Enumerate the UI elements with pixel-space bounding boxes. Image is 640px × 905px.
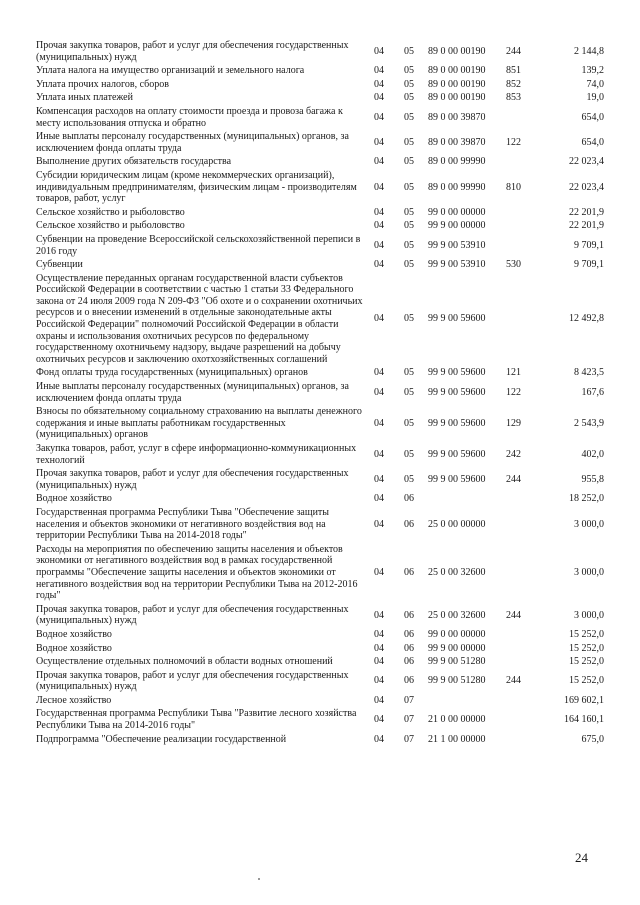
row-subsection: 05 <box>404 220 414 232</box>
row-name: Уплата иных платежей <box>36 92 133 104</box>
row-amount: 167,6 <box>581 386 604 398</box>
row-target-article: 89 0 00 00190 <box>428 78 486 90</box>
row-name: Субсидии юридическим лицам (кроме некоммерческих организаций), индивидуальным предпринимателям, физическим лицам - производителям товаров, работ, услуг <box>36 169 357 205</box>
row-subsection: 05 <box>404 313 414 325</box>
row-section: 04 <box>374 566 384 578</box>
row-name: Сельское хозяйство и рыболовство <box>36 206 185 218</box>
table-row <box>36 207 604 221</box>
row-amount: 12 492,8 <box>569 313 604 325</box>
table-row <box>36 544 604 604</box>
row-subsection: 05 <box>404 65 414 77</box>
row-section: 04 <box>374 92 384 104</box>
row-amount: 3 000,0 <box>574 518 604 530</box>
row-target-article: 99 9 00 00000 <box>428 642 486 654</box>
row-target-article: 25 0 00 32600 <box>428 609 486 621</box>
row-target-article: 89 0 00 00190 <box>428 45 486 57</box>
row-expense-type: 244 <box>506 45 521 57</box>
row-target-article: 89 0 00 39870 <box>428 111 486 123</box>
table-row <box>36 629 604 643</box>
row-name: Водное хозяйство <box>36 493 112 505</box>
table-row <box>36 468 604 493</box>
row-target-article: 99 9 00 51280 <box>428 656 486 668</box>
row-target-article: 89 0 00 99990 <box>428 181 486 193</box>
row-section: 04 <box>374 181 384 193</box>
row-name: Закупка товаров, работ, услуг в сфере информационно-коммуникационных технологий <box>36 443 357 466</box>
row-section: 04 <box>374 694 384 706</box>
row-target-article: 99 9 00 59600 <box>428 417 486 429</box>
row-subsection: 05 <box>404 473 414 485</box>
row-section: 04 <box>374 45 384 57</box>
row-section: 04 <box>374 417 384 429</box>
table-row <box>36 170 604 207</box>
row-subsection: 05 <box>404 78 414 90</box>
table-row <box>36 92 604 106</box>
row-section: 04 <box>374 239 384 251</box>
row-name: Прочая закупка товаров, работ и услуг для обеспечения государственных (муниципальных) нужд <box>36 669 349 693</box>
row-expense-type <box>502 507 546 544</box>
row-section: 04 <box>374 656 384 668</box>
row-target-article: 25 0 00 32600 <box>428 566 486 578</box>
row-amount: 3 000,0 <box>574 609 604 621</box>
row-name: Взносы по обязательному социальному страхованию на выплаты денежного содержания и иные выплаты работникам государственных (муниципальных) органов <box>36 406 362 441</box>
table-row <box>36 234 604 259</box>
row-expense-type <box>502 544 546 604</box>
page-number: 24 <box>575 850 588 865</box>
row-target-article <box>424 493 502 507</box>
row-section: 04 <box>374 714 384 726</box>
row-name: Прочая закупка товаров, работ и услуг для обеспечения государственных (муниципальных) нужд <box>36 468 349 491</box>
row-amount: 164 160,1 <box>564 714 604 726</box>
row-amount: 654,0 <box>581 111 604 123</box>
row-section: 04 <box>374 473 384 485</box>
row-name: Иные выплаты персоналу государственных (муниципальных) органов, за исключением фонда оплаты труда <box>36 381 349 404</box>
row-subsection: 05 <box>404 239 414 251</box>
row-amount: 22 023,4 <box>569 156 604 168</box>
row-amount: 675,0 <box>581 733 604 745</box>
row-section: 04 <box>374 733 384 745</box>
row-amount: 955,8 <box>581 473 604 485</box>
row-subsection: 05 <box>404 45 414 57</box>
row-section: 04 <box>374 367 384 379</box>
row-target-article: 99 9 00 53910 <box>428 259 486 271</box>
row-name: Водное хозяйство <box>36 642 112 654</box>
table-row <box>36 708 604 733</box>
table-row <box>36 443 604 468</box>
row-section: 04 <box>374 78 384 90</box>
row-amount: 15 252,0 <box>569 656 604 668</box>
row-amount: 139,2 <box>581 65 604 77</box>
row-target-article: 99 9 00 51280 <box>428 675 486 687</box>
row-expense-type <box>502 220 546 234</box>
row-subsection: 06 <box>404 656 414 668</box>
row-expense-type <box>502 708 546 733</box>
row-name: Лесное хозяйство <box>36 694 112 706</box>
row-target-article: 89 0 00 00190 <box>428 65 486 77</box>
row-expense-type <box>502 273 546 368</box>
row-amount: 15 252,0 <box>569 675 604 687</box>
row-target-article: 89 0 00 39870 <box>428 136 486 148</box>
row-amount: 18 252,0 <box>569 493 604 505</box>
row-target-article: 99 9 00 59600 <box>428 473 486 485</box>
row-expense-type: 530 <box>506 259 521 271</box>
row-expense-type <box>502 106 546 131</box>
row-expense-type: 242 <box>506 448 521 460</box>
row-name: Субвенции <box>36 259 83 271</box>
row-name: Иные выплаты персоналу государственных (муниципальных) органов, за исключением фонда оплаты труда <box>36 131 349 154</box>
row-section: 04 <box>374 136 384 148</box>
row-amount: 8 423,5 <box>574 367 604 379</box>
row-subsection: 06 <box>404 566 414 578</box>
table-row <box>36 507 604 544</box>
table-row <box>36 604 604 629</box>
row-expense-type: 122 <box>506 136 521 148</box>
row-expense-type: 852 <box>506 78 521 90</box>
row-section: 04 <box>374 220 384 232</box>
row-subsection: 07 <box>404 694 414 706</box>
row-subsection: 07 <box>404 733 414 745</box>
table-row <box>36 131 604 156</box>
row-section: 04 <box>374 156 384 168</box>
row-expense-type <box>502 207 546 221</box>
row-section: 04 <box>374 206 384 218</box>
row-subsection: 06 <box>404 609 414 621</box>
row-name: Прочая закупка товаров, работ и услуг для обеспечения государственных (муниципальных) нужд <box>36 40 349 63</box>
row-expense-type <box>502 629 546 643</box>
row-subsection: 05 <box>404 386 414 398</box>
row-amount: 654,0 <box>581 136 604 148</box>
row-name: Компенсация расходов на оплату стоимости проезда и провоза багажа к месту использования отпуска и обратно <box>36 105 343 129</box>
row-name: Фонд оплаты труда государственных (муниципальных) органов <box>36 367 308 379</box>
row-subsection: 05 <box>404 417 414 429</box>
row-name: Водное хозяйство <box>36 628 112 640</box>
row-target-article: 99 9 00 00000 <box>428 220 486 232</box>
row-name: Расходы на мероприятия по обеспечению защиты населения и объектов экономики от негативного воздействия вод в рамках государственной программы "Обеспечение защиты населения и объектов экономики от негативного воздействия вод на территории Республики Тыва на 2012-2016 годы" <box>36 543 358 602</box>
row-subsection: 06 <box>404 628 414 640</box>
row-name: Уплата налога на имущество организаций и земельного налога <box>36 65 305 77</box>
scan-artifact <box>258 878 260 880</box>
row-target-article: 99 9 00 59600 <box>428 448 486 460</box>
row-name: Субвенции на проведение Всероссийской сельскохозяйственной переписи в 2016 году <box>36 233 361 257</box>
row-subsection: 06 <box>404 642 414 654</box>
table-row <box>36 259 604 273</box>
row-amount: 3 000,0 <box>574 566 604 578</box>
row-amount: 15 252,0 <box>569 628 604 640</box>
row-section: 04 <box>374 386 384 398</box>
row-section: 04 <box>374 448 384 460</box>
table-row <box>36 381 604 406</box>
row-expense-type: 810 <box>506 181 521 193</box>
row-name: Осуществление переданных органам государственной власти субъектов Российской Федерации в соответствии с частью 1 статьи 33 Федерального закона от 24 июля 2009 года N 209-ФЗ "Об охоте и о сохранении охотничьих ресурсов и о внесении изменений в отдельные законодательные акты Российской Федерации" полномочий Российской Федерации в области охраны и использования охотничьих ресурсов по федеральному государственному охотничьему надзору, выдаче разрешений на добычу охотничьих ресурсов и заключению охотхозяйственных соглашений <box>36 272 363 365</box>
table-row <box>36 643 604 657</box>
row-amount: 22 023,4 <box>569 181 604 193</box>
table-row <box>36 40 604 65</box>
row-subsection: 05 <box>404 367 414 379</box>
row-subsection: 05 <box>404 111 414 123</box>
row-name: Уплата прочих налогов, сборов <box>36 78 169 90</box>
row-expense-type: 853 <box>506 92 521 104</box>
row-subsection: 05 <box>404 259 414 271</box>
row-subsection: 06 <box>404 493 414 505</box>
row-section: 04 <box>374 628 384 640</box>
row-amount: 22 201,9 <box>569 206 604 218</box>
row-section: 04 <box>374 111 384 123</box>
row-target-article: 99 0 00 00000 <box>428 206 486 218</box>
row-section: 04 <box>374 642 384 654</box>
row-name: Подпрограмма "Обеспечение реализации государственной <box>36 733 287 745</box>
table-row <box>36 656 604 670</box>
row-subsection: 06 <box>404 675 414 687</box>
row-amount: 2 144,8 <box>574 45 604 57</box>
table-row <box>36 79 604 93</box>
row-amount: 22 201,9 <box>569 220 604 232</box>
row-expense-type <box>502 493 546 507</box>
row-amount: 19,0 <box>586 92 604 104</box>
row-subsection: 05 <box>404 136 414 148</box>
row-expense-type <box>502 734 546 748</box>
table-row <box>36 106 604 131</box>
row-target-article: 99 9 00 59600 <box>428 386 486 398</box>
row-amount: 15 252,0 <box>569 642 604 654</box>
row-name: Выполнение других обязательств государства <box>36 156 232 168</box>
budget-rows <box>36 40 604 747</box>
row-section: 04 <box>374 493 384 505</box>
row-amount: 402,0 <box>581 448 604 460</box>
row-expense-type <box>502 234 546 259</box>
row-subsection: 05 <box>404 181 414 193</box>
row-expense-type: 121 <box>506 367 521 379</box>
row-target-article: 99 9 00 53910 <box>428 239 486 251</box>
row-section: 04 <box>374 609 384 621</box>
row-expense-type: 129 <box>506 417 521 429</box>
table-row <box>36 493 604 507</box>
table-row <box>36 65 604 79</box>
row-section: 04 <box>374 65 384 77</box>
budget-table <box>36 40 604 747</box>
table-row <box>36 220 604 234</box>
row-expense-type <box>502 156 546 170</box>
table-row <box>36 367 604 381</box>
row-expense-type: 244 <box>506 675 521 687</box>
row-expense-type: 851 <box>506 65 521 77</box>
row-expense-type <box>502 643 546 657</box>
row-target-article: 99 9 00 59600 <box>428 367 486 379</box>
row-subsection: 05 <box>404 156 414 168</box>
row-section: 04 <box>374 313 384 325</box>
row-expense-type <box>502 656 546 670</box>
table-row <box>36 695 604 709</box>
row-name: Прочая закупка товаров, работ и услуг для обеспечения государственных (муниципальных) нужд <box>36 603 349 627</box>
row-subsection: 05 <box>404 448 414 460</box>
row-subsection: 05 <box>404 206 414 218</box>
table-row <box>36 670 604 695</box>
row-target-article: 25 0 00 00000 <box>428 518 486 530</box>
row-name: Государственная программа Республики Тыва "Обеспечение защиты населения и объектов экономики от негативного воздействия вод на территории Республики Тыва на 2014-2018 годы" <box>36 506 330 542</box>
row-target-article <box>424 695 502 709</box>
row-name: Осуществление отдельных полномочий в области водных отношений <box>36 656 333 668</box>
row-expense-type: 244 <box>506 609 521 621</box>
row-subsection: 07 <box>404 714 414 726</box>
row-amount: 2 543,9 <box>574 417 604 429</box>
row-amount: 74,0 <box>586 78 604 90</box>
row-amount: 169 602,1 <box>564 694 604 706</box>
row-amount: 9 709,1 <box>574 239 604 251</box>
table-row <box>36 156 604 170</box>
table-row <box>36 406 604 443</box>
row-target-article: 89 0 00 00190 <box>428 92 486 104</box>
row-target-article: 21 0 00 00000 <box>428 714 486 726</box>
table-row <box>36 734 604 748</box>
row-subsection: 05 <box>404 92 414 104</box>
row-name: Сельское хозяйство и рыболовство <box>36 220 185 232</box>
row-target-article: 99 9 00 59600 <box>428 313 486 325</box>
row-target-article: 89 0 00 99990 <box>428 156 486 168</box>
row-section: 04 <box>374 259 384 271</box>
table-row <box>36 273 604 368</box>
row-target-article: 21 1 00 00000 <box>428 733 486 745</box>
row-section: 04 <box>374 675 384 687</box>
row-target-article: 99 0 00 00000 <box>428 628 486 640</box>
row-amount: 9 709,1 <box>574 259 604 271</box>
row-expense-type: 122 <box>506 386 521 398</box>
row-section: 04 <box>374 518 384 530</box>
row-subsection: 06 <box>404 518 414 530</box>
row-expense-type: 244 <box>506 473 521 485</box>
row-name: Государственная программа Республики Тыва "Развитие лесного хозяйства Республики Тыва на 2014-2016 годы" <box>36 708 357 732</box>
row-expense-type <box>502 695 546 709</box>
